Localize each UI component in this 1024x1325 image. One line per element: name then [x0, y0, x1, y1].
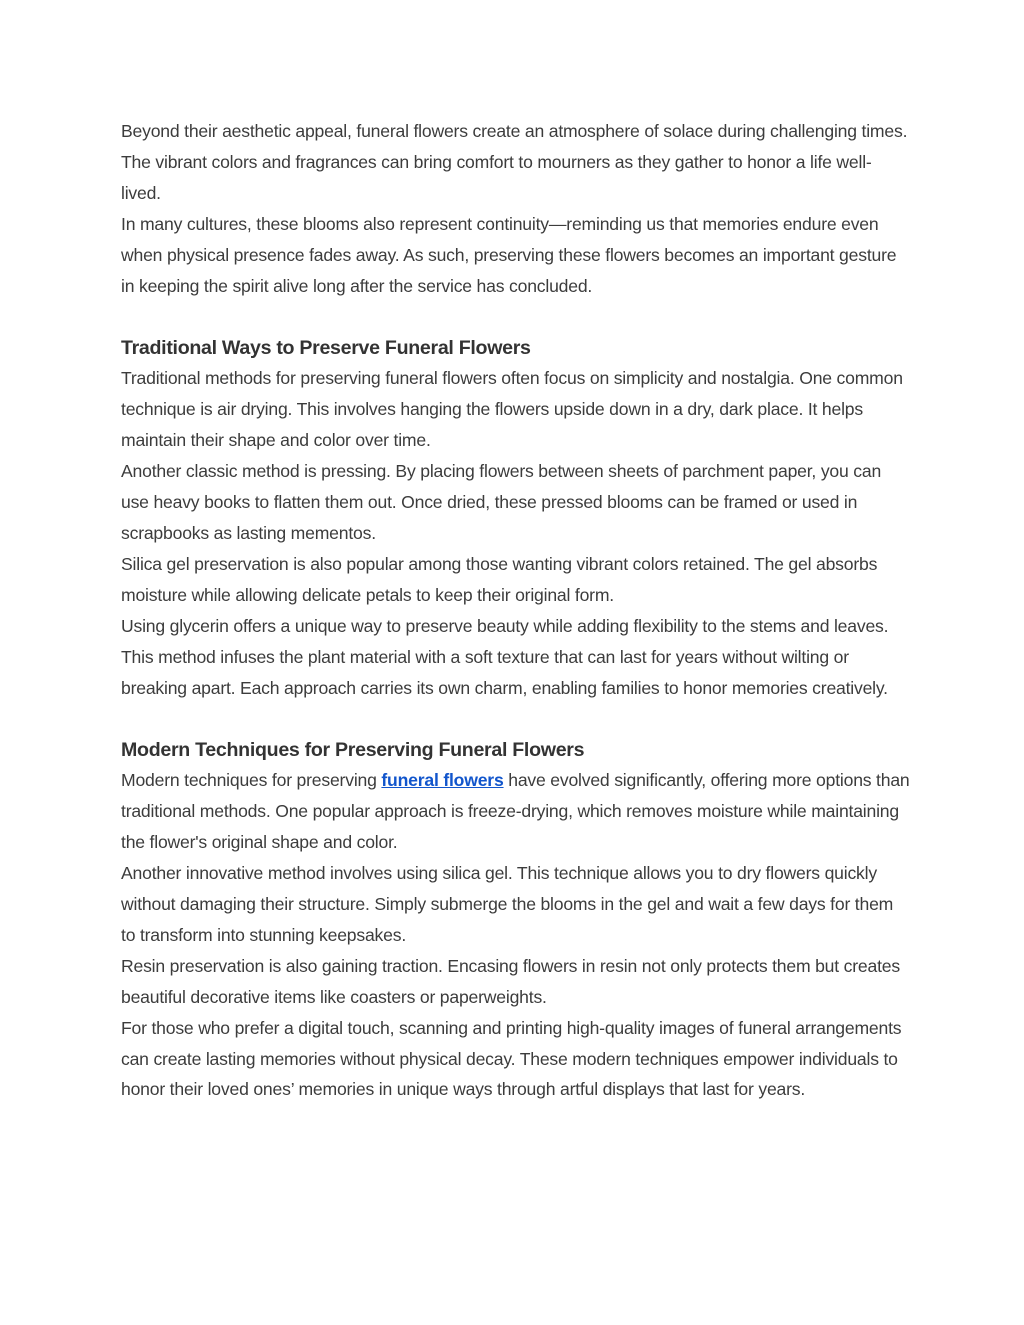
modern-paragraph-3: Resin preservation is also gaining traction. Encasing flowers in resin not only protects them but creates beautiful decorative items like coasters or paperweights.: [121, 955, 900, 1007]
funeral-flowers-link[interactable]: funeral flowers: [381, 770, 504, 791]
section-spacer: [121, 703, 911, 735]
modern-paragraph-1-text-before: Modern techniques for preserving: [121, 770, 382, 791]
document-body: [121, 116, 911, 1105]
traditional-paragraph-3: Silica gel preservation is also popular among those wanting vibrant colors retained. The gel absorbs moisture while allowing delicate petals to keep their original form.: [121, 553, 878, 605]
modern-section-heading: Modern Techniques for Preserving Funeral Flowers: [121, 739, 585, 762]
modern-paragraph-4: For those who prefer a digital touch, scanning and printing high-quality images of funeral arrangements can create lasting memories without physical decay. These modern techniques empower individuals to honor their loved ones’ memories in unique ways through artful displays that last for years.: [121, 1017, 902, 1100]
modern-paragraph-1: [121, 765, 911, 858]
intro-paragraph-1: Beyond their aesthetic appeal, funeral flowers create an atmosphere of solace during challenging times. The vibrant colors and fragrances can bring comfort to mourners as they gather to honor a life well-lived.: [121, 121, 908, 203]
modern-paragraph-2: Another innovative method involves using silica gel. This technique allows you to dry flowers quickly without damaging their structure. Simply submerge the blooms in the gel and wait a few days for them to transform into stunning keepsakes.: [121, 863, 894, 945]
traditional-paragraph-4: Using glycerin offers a unique way to preserve beauty while adding flexibility to the stems and leaves. This method infuses the plant material with a soft texture that can last for years without wilting or breaking apart. Each approach carries its own charm, enabling families to honor memories creatively.: [121, 615, 889, 698]
traditional-section-heading: Traditional Ways to Preserve Funeral Flowers: [121, 337, 531, 360]
section-spacer: [121, 301, 911, 333]
intro-paragraph-2: In many cultures, these blooms also represent continuity—reminding us that memories endure even when physical presence fades away. As such, preserving these flowers becomes an important gesture in keeping the spirit alive long after the service has concluded.: [121, 213, 897, 296]
traditional-paragraph-2: Another classic method is pressing. By placing flowers between sheets of parchment paper, you can use heavy books to flatten them out. Once dried, these pressed blooms can be framed or used in scrapbooks as lasting mementos.: [121, 461, 882, 543]
modern-paragraph-1-text-after: have evolved significantly, offering more options than traditional methods. One popular approach is freeze-drying, which removes moisture while maintaining the flower's original shape and color.: [121, 770, 910, 853]
traditional-paragraph-1: Traditional methods for preserving funeral flowers often focus on simplicity and nostalgia. One common technique is air drying. This involves hanging the flowers upside down in a dry, dark place. It helps maintain their shape and color over time.: [121, 368, 903, 451]
